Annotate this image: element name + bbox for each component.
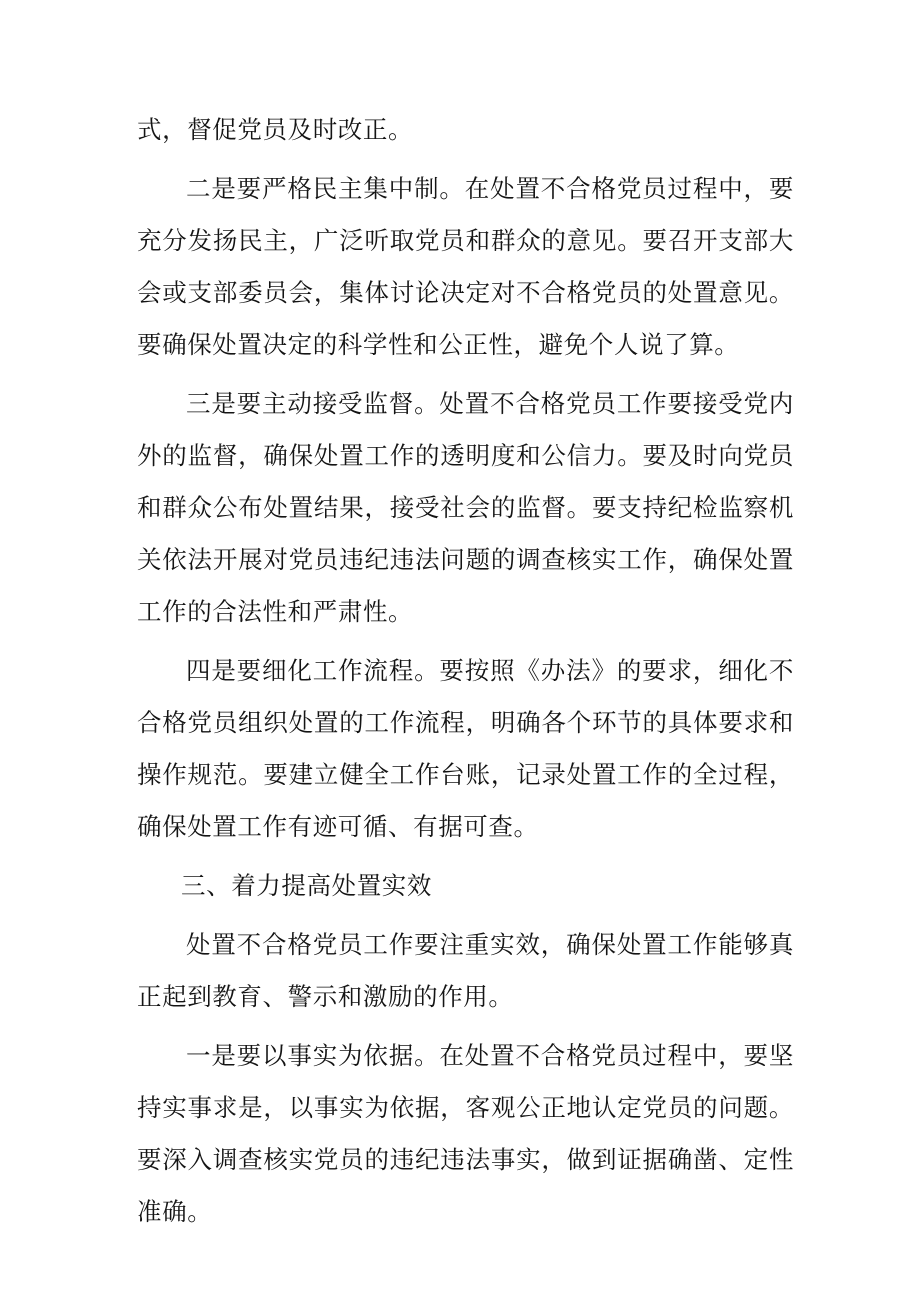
paragraph-fact-based: 一是要以事实为依据。在处置不合格党员过程中，要坚持实事求是，以事实为依据，客观公正地认定党员的问题。要深入调查核实党员的违纪违法事实，做到证据确凿、定性准确。 bbox=[137, 1041, 794, 1226]
paragraph-refine-workflow: 四是要细化工作流程。要按照《办法》的要求，细化不合格党员组织处置的工作流程，明确各个环节的具体要求和操作规范。要建立健全工作台账，记录处置工作的全过程，确保处置工作有迹可循、有据可查。 bbox=[137, 656, 794, 841]
paragraph-continuation: 式，督促党员及时改正。 bbox=[137, 115, 414, 144]
paragraph-democratic-centralism: 二是要严格民主集中制。在处置不合格党员过程中，要充分发扬民主，广泛听取党员和群众的意见。要召开支部大会或支部委员会，集体讨论决定对不合格党员的处置意见。要确保处置决定的科学性和公正性，避免个人说了算。 bbox=[137, 174, 794, 359]
section-heading: 三、着力提高处置实效 bbox=[181, 871, 432, 900]
paragraph-accept-supervision: 三是要主动接受监督。处置不合格党员工作要接受党内外的监督，确保处置工作的透明度和公信力。要及时向党员和群众公布处置结果，接受社会的监督。要支持纪检监察机关依法开展对党员违纪违法问题的调查核实工作，确保处置工作的合法性和严肃性。 bbox=[137, 389, 794, 626]
paragraph-effectiveness-intro: 处置不合格党员工作要注重实效，确保处置工作能够真正起到教育、警示和激励的作用。 bbox=[137, 930, 794, 1011]
